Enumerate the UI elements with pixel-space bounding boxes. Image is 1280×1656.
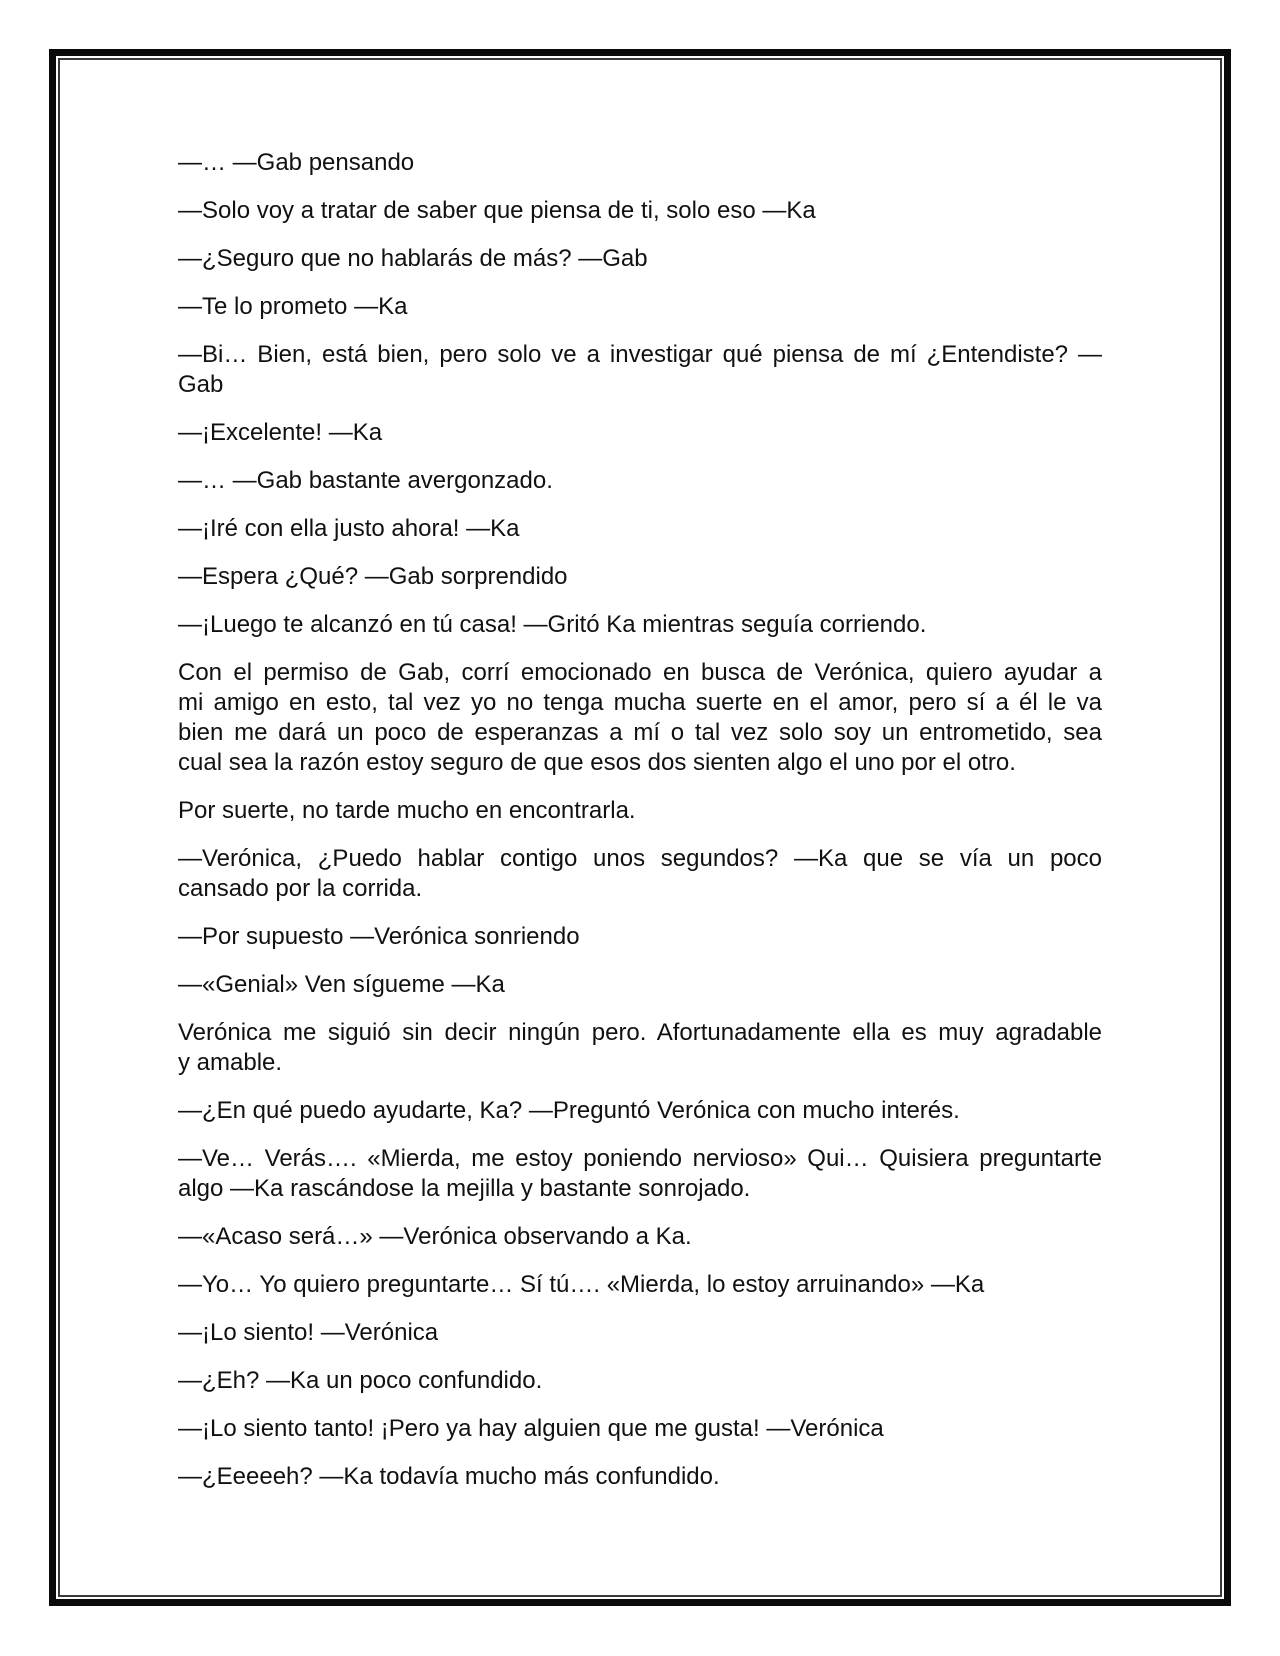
dialogue-line <box>178 514 1102 544</box>
text-line: Con el permiso de Gab, corrí emocionado en busca de Verónica, quiero ayudar a <box>178 659 1102 686</box>
text-line: —Bi… Bien, está bien, pero solo ve a investigar qué piensa de mí ¿Entendiste? — <box>178 341 1102 368</box>
text-line: —Solo voy a tratar de saber que piensa de ti, solo eso —Ka <box>178 197 816 224</box>
text-line: —Te lo prometo —Ka <box>178 293 408 320</box>
text-line: —Yo… Yo quiero preguntarte… Sí tú…. «Mierda, lo estoy arruinando» —Ka <box>178 1271 985 1298</box>
narrative-paragraph <box>178 796 1102 826</box>
text-line: —Verónica, ¿Puedo hablar contigo unos segundos? —Ka que se vía un poco <box>178 845 1102 872</box>
dialogue-line <box>178 1222 1102 1252</box>
text-line: —Ve… Verás…. «Mierda, me estoy poniendo nervioso» Qui… Quisiera preguntarte <box>178 1145 1102 1172</box>
dialogue-line <box>178 418 1102 448</box>
dialogue-line <box>178 196 1102 226</box>
text-line: —«Acaso será…» —Verónica observando a Ka. <box>178 1223 692 1250</box>
dialogue-line <box>178 1096 1102 1126</box>
dialogue-line <box>178 1414 1102 1444</box>
text-line: Por suerte, no tarde mucho en encontrarla. <box>178 797 636 824</box>
dialogue-line <box>178 466 1102 496</box>
text-line: —¡Luego te alcanzó en tú casa! —Gritó Ka mientras seguía corriendo. <box>178 611 927 638</box>
text-line: —¡Lo siento! —Verónica <box>178 1319 439 1346</box>
text-line: —¡Lo siento tanto! ¡Pero ya hay alguien que me gusta! —Verónica <box>178 1415 884 1442</box>
text-line: y amable. <box>178 1049 283 1076</box>
page-text <box>178 148 1102 1510</box>
text-line: —… —Gab pensando <box>178 149 415 176</box>
narrative-paragraph <box>178 1018 1102 1078</box>
dialogue-line <box>178 1462 1102 1492</box>
text-line: mi amigo en esto, tal vez yo no tenga mucha suerte en el amor, pero sí a él le va <box>178 689 1102 716</box>
narrative-paragraph <box>178 658 1102 778</box>
text-line: —¿Eh? —Ka un poco confundido. <box>178 1367 543 1394</box>
text-line: —Por supuesto —Verónica sonriendo <box>178 923 580 950</box>
dialogue-line <box>178 922 1102 952</box>
dialogue-line <box>178 610 1102 640</box>
text-line: —«Genial» Ven sígueme —Ka <box>178 971 505 998</box>
text-line: Gab <box>178 371 224 398</box>
dialogue-line <box>178 244 1102 274</box>
text-line: cansado por la corrida. <box>178 875 423 902</box>
dialogue-line <box>178 844 1102 904</box>
text-line: —¿Seguro que no hablarás de más? —Gab <box>178 245 648 272</box>
dialogue-line <box>178 970 1102 1000</box>
dialogue-line <box>178 1318 1102 1348</box>
dialogue-line <box>178 340 1102 400</box>
text-line: —¡Iré con ella justo ahora! —Ka <box>178 515 520 542</box>
dialogue-line <box>178 562 1102 592</box>
dialogue-line <box>178 1144 1102 1204</box>
text-line: —¿Eeeeeh? —Ka todavía mucho más confundido. <box>178 1463 720 1490</box>
dialogue-line <box>178 292 1102 322</box>
dialogue-line <box>178 1366 1102 1396</box>
text-line: algo —Ka rascándose la mejilla y bastante sonrojado. <box>178 1175 751 1202</box>
text-line: bien me dará un poco de esperanzas a mí o tal vez solo soy un entrometido, sea <box>178 719 1102 746</box>
text-line: Verónica me siguió sin decir ningún pero. Afortunadamente ella es muy agradable <box>178 1019 1102 1046</box>
text-line: —Espera ¿Qué? —Gab sorprendido <box>178 563 568 590</box>
text-line: —¿En qué puedo ayudarte, Ka? —Preguntó Verónica con mucho interés. <box>178 1097 960 1124</box>
dialogue-line <box>178 1270 1102 1300</box>
text-line: cual sea la razón estoy seguro de que esos dos sienten algo el uno por el otro. <box>178 749 1016 776</box>
dialogue-line <box>178 148 1102 178</box>
text-line: —… —Gab bastante avergonzado. <box>178 467 553 494</box>
text-line: —¡Excelente! —Ka <box>178 419 383 446</box>
